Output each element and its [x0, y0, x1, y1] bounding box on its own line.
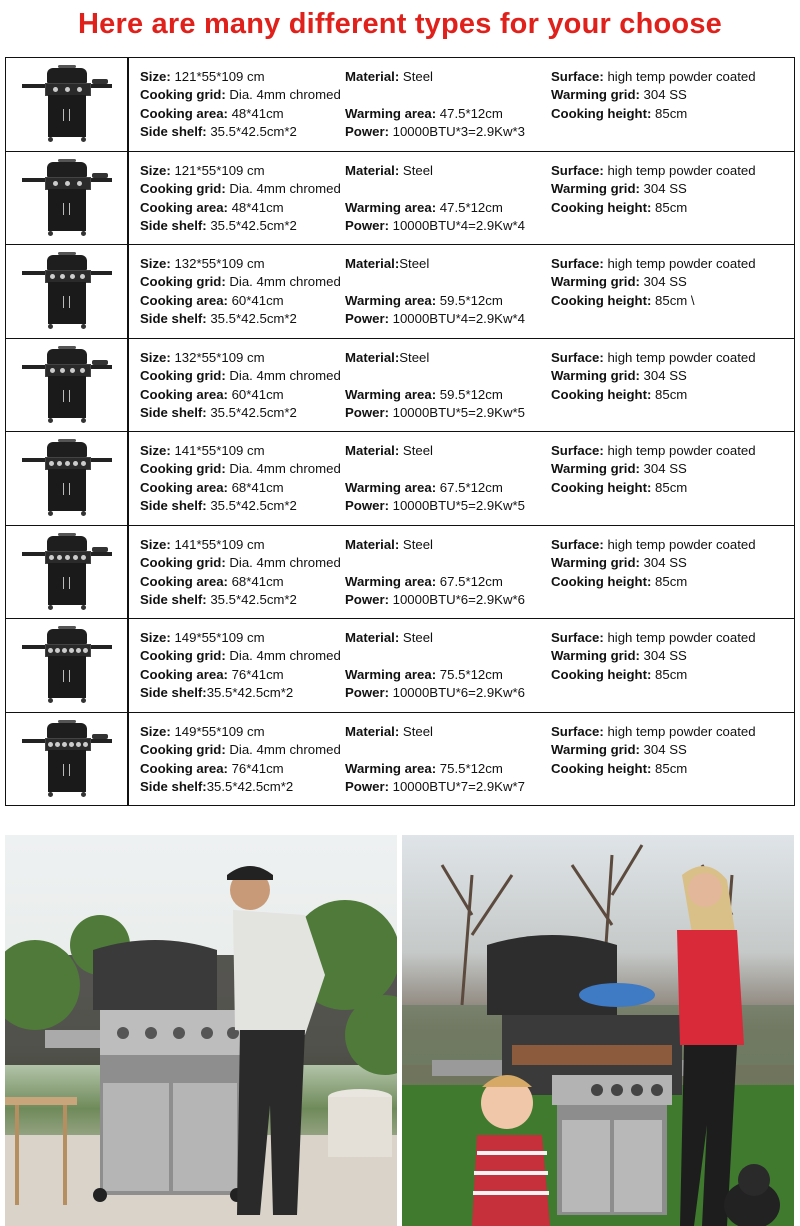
spec-key: Power: — [345, 311, 389, 326]
spec-line — [140, 630, 265, 646]
spec-line — [140, 106, 284, 122]
spec-line — [345, 779, 525, 795]
spec-value: 10000BTU*6=2.9Kw*6 — [388, 591, 525, 607]
spec-value: Dia. 4mm chromed — [225, 554, 341, 570]
spec-value: 85cm \ — [651, 293, 695, 308]
spec-text-cell — [128, 619, 795, 713]
spec-key: Warming grid: — [551, 367, 640, 383]
spec-key: Side shelf: — [140, 404, 207, 420]
spec-value: 59.5*12cm — [436, 293, 503, 308]
spec-key: Power: — [345, 591, 389, 607]
spec-value: 304 SS — [639, 87, 687, 102]
spec-line — [140, 218, 297, 234]
spec-line — [345, 163, 433, 179]
spec-line — [140, 574, 284, 590]
spec-value: 35.5*42.5cm*2 — [206, 124, 297, 139]
spec-key: Cooking area: — [140, 573, 228, 589]
spec-value: 35.5*42.5cm*2 — [206, 591, 297, 607]
spec-key: Side shelf: — [140, 498, 207, 513]
spec-value: 75.5*12cm — [436, 667, 503, 682]
spec-line — [551, 480, 687, 496]
spec-value: 10000BTU*5=2.9Kw*5 — [388, 404, 525, 420]
spec-row — [6, 432, 795, 526]
spec-key: Cooking height: — [551, 480, 652, 495]
spec-text-cell — [128, 58, 795, 152]
spec-key: Side shelf: — [140, 685, 207, 700]
spec-value: high temp powder coated — [603, 630, 756, 645]
spec-key: Surface: — [551, 723, 604, 739]
spec-value: Steel — [399, 349, 430, 365]
spec-row — [6, 245, 795, 339]
spec-value: Dia. 4mm chromed — [225, 741, 341, 757]
spec-key: Cooking grid: — [140, 554, 226, 570]
spec-key: Surface: — [551, 162, 604, 178]
spec-line — [140, 368, 341, 384]
spec-value: 141*55*109 cm — [170, 536, 265, 552]
spec-text-cell — [128, 245, 795, 339]
spec-line — [551, 742, 687, 758]
grill-thumbnail-cell — [6, 619, 129, 713]
grill-thumbnail-cell — [6, 151, 129, 245]
spec-value: 304 SS — [639, 648, 687, 663]
spec-value: 76*41cm — [227, 667, 284, 682]
spec-line — [140, 555, 341, 571]
spec-line — [345, 124, 525, 140]
spec-value: Steel — [399, 256, 430, 271]
spec-line — [345, 480, 503, 496]
grill-thumbnail-cell — [6, 58, 129, 152]
spec-line — [345, 200, 503, 216]
spec-line — [345, 387, 503, 403]
spec-line — [345, 630, 433, 646]
spec-line — [551, 630, 756, 646]
spec-key: Cooking grid: — [140, 367, 226, 383]
spec-value: high temp powder coated — [603, 723, 756, 739]
spec-key: Size: — [140, 723, 171, 739]
spec-line — [140, 498, 297, 514]
spec-value: 304 SS — [639, 367, 687, 383]
spec-value: 149*55*109 cm — [170, 630, 265, 645]
spec-key: Cooking grid: — [140, 741, 226, 757]
spec-value: 48*41cm — [227, 106, 284, 121]
spec-value: 48*41cm — [227, 199, 284, 215]
spec-line — [551, 69, 756, 85]
spec-key: Warming grid: — [551, 741, 640, 757]
spec-key: Surface: — [551, 443, 604, 458]
spec-line — [140, 724, 265, 740]
spec-key: Cooking area: — [140, 199, 228, 215]
spec-line — [345, 69, 433, 85]
spec-row — [6, 58, 795, 152]
spec-line — [140, 163, 265, 179]
spec-line — [345, 574, 503, 590]
spec-value: 85cm — [651, 573, 688, 589]
spec-line — [140, 405, 297, 421]
grill-thumbnail — [20, 719, 114, 799]
spec-row — [6, 525, 795, 619]
spec-line — [551, 350, 756, 366]
spec-key: Surface: — [551, 536, 604, 552]
spec-value: 68*41cm — [227, 573, 284, 589]
spec-value: 35.5*42.5cm*2 — [206, 778, 294, 794]
spec-value: high temp powder coated — [603, 256, 756, 271]
spec-line — [551, 368, 687, 384]
spec-key: Power: — [345, 124, 389, 139]
spec-value: 304 SS — [639, 180, 687, 196]
spec-value: 304 SS — [639, 274, 687, 289]
spec-value: 85cm — [651, 480, 688, 495]
grill-thumbnail — [20, 158, 114, 238]
page-title: Here are many different types for your choose — [78, 8, 722, 40]
spec-key: Surface: — [551, 69, 604, 84]
spec-key: Surface: — [551, 349, 604, 365]
spec-value: 121*55*109 cm — [170, 69, 265, 84]
spec-value: Dia. 4mm chromed — [225, 274, 341, 289]
spec-key: Cooking area: — [140, 667, 228, 682]
spec-line — [551, 461, 687, 477]
spec-key: Warming area: — [345, 667, 437, 682]
spec-value: 85cm — [651, 667, 688, 682]
spec-value: 47.5*12cm — [436, 199, 503, 215]
spec-row — [6, 338, 795, 432]
spec-key: Side shelf: — [140, 591, 207, 607]
spec-value: high temp powder coated — [603, 69, 756, 84]
spec-value: 85cm — [651, 199, 688, 215]
spec-value: 10000BTU*6=2.9Kw*6 — [388, 685, 525, 700]
spec-line — [140, 311, 297, 327]
spec-key: Warming area: — [345, 106, 437, 121]
spec-key: Power: — [345, 217, 389, 233]
spec-key: Size: — [140, 69, 171, 84]
spec-value: 47.5*12cm — [436, 106, 503, 121]
lifestyle-photo-woman-and-child — [402, 835, 794, 1226]
spec-key: Side shelf: — [140, 124, 207, 139]
spec-text-cell — [128, 525, 795, 619]
spec-value: 10000BTU*4=2.9Kw*4 — [388, 311, 525, 326]
spec-key: Cooking area: — [140, 106, 228, 121]
grill-thumbnail — [20, 532, 114, 612]
spec-key: Material: — [345, 443, 400, 458]
spec-key: Warming grid: — [551, 180, 640, 196]
spec-value: 68*41cm — [227, 480, 284, 495]
spec-line — [140, 87, 341, 103]
spec-value: 67.5*12cm — [436, 480, 503, 495]
spec-value: Steel — [399, 536, 433, 552]
spec-key: Warming area: — [345, 760, 437, 776]
spec-key: Cooking area: — [140, 760, 228, 776]
spec-key: Material: — [345, 162, 400, 178]
spec-value: 10000BTU*4=2.9Kw*4 — [388, 217, 525, 233]
spec-key: Cooking grid: — [140, 274, 226, 289]
grill-thumbnail — [20, 251, 114, 331]
spec-key: Cooking area: — [140, 293, 228, 308]
spec-value: 35.5*42.5cm*2 — [206, 498, 297, 513]
spec-line — [140, 350, 265, 366]
spec-key: Power: — [345, 685, 389, 700]
spec-key: Warming area: — [345, 199, 437, 215]
spec-line — [345, 724, 433, 740]
spec-line — [345, 405, 525, 421]
spec-line — [140, 761, 284, 777]
spec-key: Cooking grid: — [140, 461, 226, 476]
spec-key: Warming area: — [345, 386, 437, 402]
spec-key: Cooking height: — [551, 760, 652, 776]
spec-value: Steel — [399, 723, 433, 739]
spec-key: Warming area: — [345, 573, 437, 589]
spec-line — [140, 537, 265, 553]
spec-key: Material: — [345, 536, 400, 552]
grill-thumbnail — [20, 64, 114, 144]
spec-value: 85cm — [651, 386, 688, 402]
spec-value: 10000BTU*3=2.9Kw*3 — [388, 124, 525, 139]
spec-key: Cooking height: — [551, 386, 652, 402]
spec-line — [345, 106, 503, 122]
spec-text-cell — [128, 338, 795, 432]
spec-value: Dia. 4mm chromed — [225, 180, 341, 196]
spec-value: 35.5*42.5cm*2 — [206, 685, 294, 700]
spec-line — [140, 69, 265, 85]
spec-line — [551, 387, 687, 403]
spec-line — [140, 592, 297, 608]
spec-line — [551, 181, 687, 197]
spec-value: 35.5*42.5cm*2 — [206, 404, 297, 420]
spec-value: 35.5*42.5cm*2 — [206, 311, 297, 326]
spec-value: 304 SS — [639, 741, 687, 757]
spec-key: Warming grid: — [551, 87, 640, 102]
spec-value: Steel — [399, 630, 433, 645]
spec-line — [345, 443, 433, 459]
spec-text-cell — [128, 712, 795, 806]
spec-value: Steel — [399, 69, 433, 84]
grill-thumbnail — [20, 345, 114, 425]
spec-key: Material: — [345, 349, 400, 365]
spec-line — [345, 256, 429, 272]
spec-value: 149*55*109 cm — [170, 723, 265, 739]
spec-line — [345, 592, 525, 608]
spec-value: high temp powder coated — [603, 349, 756, 365]
spec-text-cell — [128, 432, 795, 526]
spec-key: Warming grid: — [551, 648, 640, 663]
spec-key: Size: — [140, 536, 171, 552]
spec-key: Warming area: — [345, 480, 437, 495]
spec-key: Cooking area: — [140, 386, 228, 402]
spec-value: Dia. 4mm chromed — [225, 367, 341, 383]
spec-value: Dia. 4mm chromed — [225, 461, 341, 476]
spec-key: Size: — [140, 630, 171, 645]
spec-line — [551, 667, 687, 683]
spec-line — [551, 163, 756, 179]
spec-value: 304 SS — [639, 461, 687, 476]
spec-key: Material: — [345, 630, 400, 645]
spec-line — [140, 648, 341, 664]
spec-line — [140, 274, 341, 290]
spec-line — [140, 779, 293, 795]
spec-line — [345, 311, 525, 327]
spec-value: 10000BTU*7=2.9Kw*7 — [388, 778, 525, 794]
spec-line — [551, 200, 687, 216]
grill-thumbnail — [20, 438, 114, 518]
spec-value: 75.5*12cm — [436, 760, 503, 776]
spec-value: 59.5*12cm — [436, 386, 503, 402]
spec-table — [5, 57, 795, 806]
spec-line — [345, 667, 503, 683]
spec-text-cell — [128, 151, 795, 245]
spec-row — [6, 151, 795, 245]
grill-thumbnail-cell — [6, 525, 129, 619]
spec-key: Side shelf: — [140, 778, 207, 794]
spec-value: 60*41cm — [227, 386, 284, 402]
spec-line — [551, 574, 687, 590]
spec-key: Surface: — [551, 630, 604, 645]
spec-line — [140, 443, 265, 459]
spec-line — [140, 461, 341, 477]
spec-key: Size: — [140, 256, 171, 271]
spec-key: Power: — [345, 404, 389, 420]
spec-value: 10000BTU*5=2.9Kw*5 — [388, 498, 525, 513]
spec-value: 132*55*109 cm — [170, 349, 265, 365]
spec-line — [551, 443, 756, 459]
spec-key: Warming grid: — [551, 554, 640, 570]
spec-value: Steel — [399, 443, 433, 458]
spec-line — [140, 181, 341, 197]
spec-line — [140, 293, 284, 309]
grill-thumbnail-cell — [6, 245, 129, 339]
grill-thumbnail-cell — [6, 432, 129, 526]
spec-key: Warming grid: — [551, 274, 640, 289]
spec-row — [6, 712, 795, 806]
spec-key: Power: — [345, 498, 389, 513]
spec-line — [140, 387, 284, 403]
spec-value: high temp powder coated — [603, 536, 756, 552]
spec-row — [6, 619, 795, 713]
spec-line — [140, 685, 293, 701]
spec-value: high temp powder coated — [603, 162, 756, 178]
spec-value: 85cm — [651, 106, 688, 121]
spec-value: 141*55*109 cm — [170, 443, 265, 458]
spec-line — [345, 218, 525, 234]
spec-line — [140, 480, 284, 496]
spec-line — [345, 498, 525, 514]
spec-line — [551, 256, 756, 272]
grill-thumbnail — [20, 625, 114, 705]
spec-key: Side shelf: — [140, 311, 207, 326]
spec-key: Material: — [345, 69, 400, 84]
spec-value: 67.5*12cm — [436, 573, 503, 589]
spec-key: Cooking area: — [140, 480, 228, 495]
spec-line — [140, 200, 284, 216]
lifestyle-photo-man-grilling — [5, 835, 397, 1226]
spec-line — [345, 685, 525, 701]
spec-value: 60*41cm — [227, 293, 284, 308]
spec-value: Steel — [399, 162, 433, 178]
spec-line — [551, 648, 687, 664]
spec-value: high temp powder coated — [603, 443, 756, 458]
spec-key: Warming grid: — [551, 461, 640, 476]
spec-key: Side shelf: — [140, 217, 207, 233]
spec-key: Material: — [345, 723, 400, 739]
spec-line — [551, 274, 687, 290]
spec-line — [551, 537, 756, 553]
spec-value: 76*41cm — [227, 760, 284, 776]
spec-line — [345, 350, 429, 366]
spec-key: Warming area: — [345, 293, 437, 308]
spec-line — [140, 124, 297, 140]
spec-value: 304 SS — [639, 554, 687, 570]
spec-line — [345, 293, 503, 309]
spec-line — [140, 667, 284, 683]
grill-thumbnail-cell — [6, 712, 129, 806]
spec-line — [551, 293, 695, 309]
spec-key: Cooking height: — [551, 573, 652, 589]
spec-line — [551, 724, 756, 740]
spec-line — [551, 761, 687, 777]
spec-key: Power: — [345, 778, 389, 794]
spec-line — [140, 256, 265, 272]
spec-value: Dia. 4mm chromed — [225, 648, 341, 663]
spec-key: Cooking height: — [551, 293, 652, 308]
spec-key: Material: — [345, 256, 400, 271]
spec-key: Cooking grid: — [140, 648, 226, 663]
spec-line — [551, 106, 687, 122]
spec-key: Size: — [140, 349, 171, 365]
grill-thumbnail-cell — [6, 338, 129, 432]
spec-key: Cooking grid: — [140, 180, 226, 196]
spec-key: Cooking height: — [551, 667, 652, 682]
spec-key: Size: — [140, 443, 171, 458]
spec-key: Cooking height: — [551, 199, 652, 215]
spec-value: 121*55*109 cm — [170, 162, 265, 178]
spec-key: Cooking height: — [551, 106, 652, 121]
spec-value: 35.5*42.5cm*2 — [206, 217, 297, 233]
spec-line — [345, 761, 503, 777]
spec-line — [345, 537, 433, 553]
spec-line — [551, 87, 687, 103]
spec-line — [551, 555, 687, 571]
spec-line — [140, 742, 341, 758]
spec-key: Cooking grid: — [140, 87, 226, 102]
spec-value: Dia. 4mm chromed — [225, 87, 341, 102]
spec-key: Surface: — [551, 256, 604, 271]
spec-key: Size: — [140, 162, 171, 178]
spec-value: 132*55*109 cm — [170, 256, 265, 271]
spec-value: 85cm — [651, 760, 688, 776]
